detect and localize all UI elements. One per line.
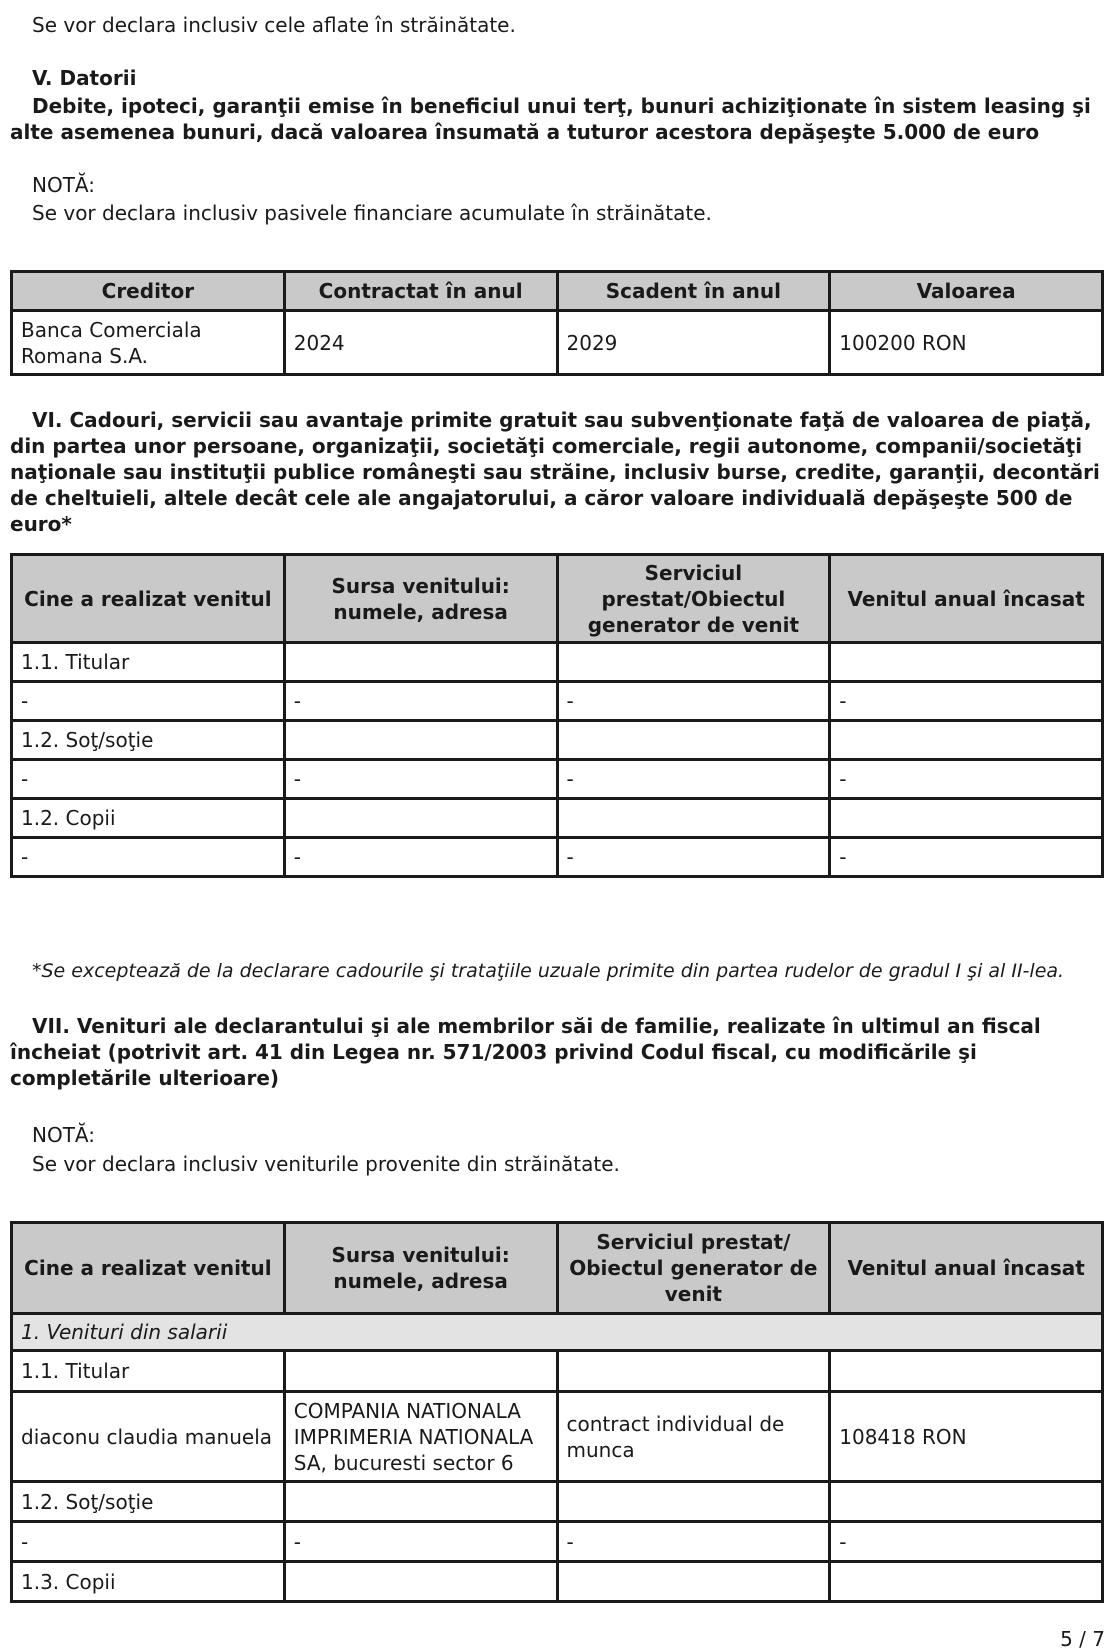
- debts-table: [10, 270, 1104, 376]
- table-cell: 2024: [284, 311, 557, 375]
- table-cell: -: [12, 838, 285, 877]
- table-cell: -: [284, 1522, 557, 1562]
- table-cell: [830, 1482, 1103, 1522]
- table-cell: -: [12, 682, 285, 721]
- table-cell: 1.2. Soţ/soţie: [12, 1482, 285, 1522]
- table-row: [12, 799, 1103, 838]
- intro-note: Se vor declara inclusiv cele aflate în străinătate.: [32, 13, 516, 37]
- table-cell: [830, 799, 1103, 838]
- column-header: Serviciul prestat/ Obiectul generator de venit: [557, 1223, 830, 1314]
- section-v-note-text: Se vor declara inclusiv pasivele financiare acumulate în străinătate.: [32, 201, 712, 225]
- table-row: [12, 838, 1103, 877]
- table-section-row: [12, 1314, 1103, 1351]
- column-header: Cine a realizat venitul: [12, 1223, 285, 1314]
- table-row: [12, 721, 1103, 760]
- table-cell: [830, 1351, 1103, 1392]
- table-cell: 2029: [557, 311, 830, 375]
- gifts-footnote: *Se exceptează de la declarare cadourile şi trataţiile uzuale primite din partea rudelor de gradul I şi al II-lea.: [32, 960, 1065, 982]
- table-cell: [830, 721, 1103, 760]
- table-cell: [557, 1351, 830, 1392]
- column-header: Venitul anual încasat: [830, 1223, 1103, 1314]
- table-cell: -: [557, 838, 830, 877]
- table-row: [12, 1562, 1103, 1602]
- table-cell: 1.1. Titular: [12, 1351, 285, 1392]
- column-header: Sursa venitului: numele, adresa: [284, 1223, 557, 1314]
- gifts-table: [10, 553, 1104, 878]
- section-v-note-label: NOTĂ:: [32, 173, 95, 197]
- table-cell: -: [557, 682, 830, 721]
- table-row: [12, 1392, 1103, 1482]
- page-number: 5 / 7: [1060, 1627, 1105, 1651]
- income-table: [10, 1221, 1104, 1603]
- table-cell: 100200 RON: [830, 311, 1103, 375]
- table-cell: 1.3. Copii: [12, 1562, 285, 1602]
- section-vii-note-text: Se vor declara inclusiv veniturile provenite din străinătate.: [32, 1152, 620, 1176]
- section-vii-title: VII. Venituri ale declarantului şi ale membrilor săi de familie, realizate în ultimul an fiscal încheiat (potrivit art. 41 din Legea nr. 571/2003 privind Codul fiscal, cu modificările şi completările ulterioare): [10, 1014, 1041, 1090]
- column-header: Scadent în anul: [557, 272, 830, 311]
- table-cell: 1.1. Titular: [12, 643, 285, 682]
- table-cell: -: [830, 682, 1103, 721]
- table-cell: [557, 721, 830, 760]
- section-vi-title: VI. Cadouri, servicii sau avantaje primite gratuit sau subvenţionate faţă de valoarea de piaţă, din partea unor persoane, organizaţii, societăţi comerciale, regii autonome, companii/societăţi naţionale sau instituţii publice româneşti sau străine, inclusiv burse, credite, garanţii, decontări de cheltuieli, altele decât cele ale angajatorului, a căror valoare individuală depăşeşte 500 de euro*: [10, 408, 1100, 536]
- table-cell: 108418 RON: [830, 1392, 1103, 1482]
- column-header: Serviciul prestat/Obiectul generator de venit: [557, 555, 830, 643]
- table-row: [12, 1351, 1103, 1392]
- column-header: Creditor: [12, 272, 285, 311]
- table-header-row: [12, 272, 1103, 311]
- table-cell: [830, 1562, 1103, 1602]
- income-category-label: 1. Venituri din salarii: [12, 1314, 1103, 1351]
- column-header: Sursa venitului: numele, adresa: [284, 555, 557, 643]
- section-v-title: V. Datorii: [32, 66, 137, 90]
- table-cell: COMPANIA NATIONALA IMPRIMERIA NATIONALA SA, bucuresti sector 6: [284, 1392, 557, 1482]
- table-row: [12, 1482, 1103, 1522]
- table-cell: [830, 643, 1103, 682]
- table-cell: 1.2. Soţ/soţie: [12, 721, 285, 760]
- table-row: [12, 1522, 1103, 1562]
- table-cell: [284, 1562, 557, 1602]
- table-cell: contract individual de munca: [557, 1392, 830, 1482]
- table-cell: -: [284, 838, 557, 877]
- table-cell: [557, 1562, 830, 1602]
- table-cell: [284, 1351, 557, 1392]
- table-cell: -: [12, 760, 285, 799]
- column-header: Cine a realizat venitul: [12, 555, 285, 643]
- column-header: Contractat în anul: [284, 272, 557, 311]
- table-cell: -: [284, 682, 557, 721]
- table-cell: [557, 643, 830, 682]
- table-header-row: [12, 1223, 1103, 1314]
- column-header: Valoarea: [830, 272, 1103, 311]
- table-cell: [557, 799, 830, 838]
- table-cell: -: [830, 760, 1103, 799]
- table-header-row: [12, 555, 1103, 643]
- table-row: [12, 643, 1103, 682]
- table-cell: [284, 1482, 557, 1522]
- table-cell: -: [830, 1522, 1103, 1562]
- table-cell: -: [557, 760, 830, 799]
- table-cell: 1.2. Copii: [12, 799, 285, 838]
- table-row: [12, 760, 1103, 799]
- table-cell: [284, 721, 557, 760]
- table-cell: [284, 643, 557, 682]
- table-cell: -: [557, 1522, 830, 1562]
- table-cell: -: [284, 760, 557, 799]
- table-row: [12, 682, 1103, 721]
- table-cell: [557, 1482, 830, 1522]
- table-cell: diaconu claudia manuela: [12, 1392, 285, 1482]
- section-vii-note-label: NOTĂ:: [32, 1123, 95, 1147]
- table-cell: [284, 799, 557, 838]
- table-cell: -: [830, 838, 1103, 877]
- column-header: Venitul anual încasat: [830, 555, 1103, 643]
- section-v-description: Debite, ipoteci, garanţii emise în beneficiul unui terţ, bunuri achiziţionate în sistem leasing şi alte asemenea bunuri, dacă valoarea însumată a tuturor acestora depăşeşte 5.000 de euro: [10, 94, 1091, 144]
- table-cell: -: [12, 1522, 285, 1562]
- table-cell: Banca Comerciala Romana S.A.: [12, 311, 285, 375]
- table-row: [12, 311, 1103, 375]
